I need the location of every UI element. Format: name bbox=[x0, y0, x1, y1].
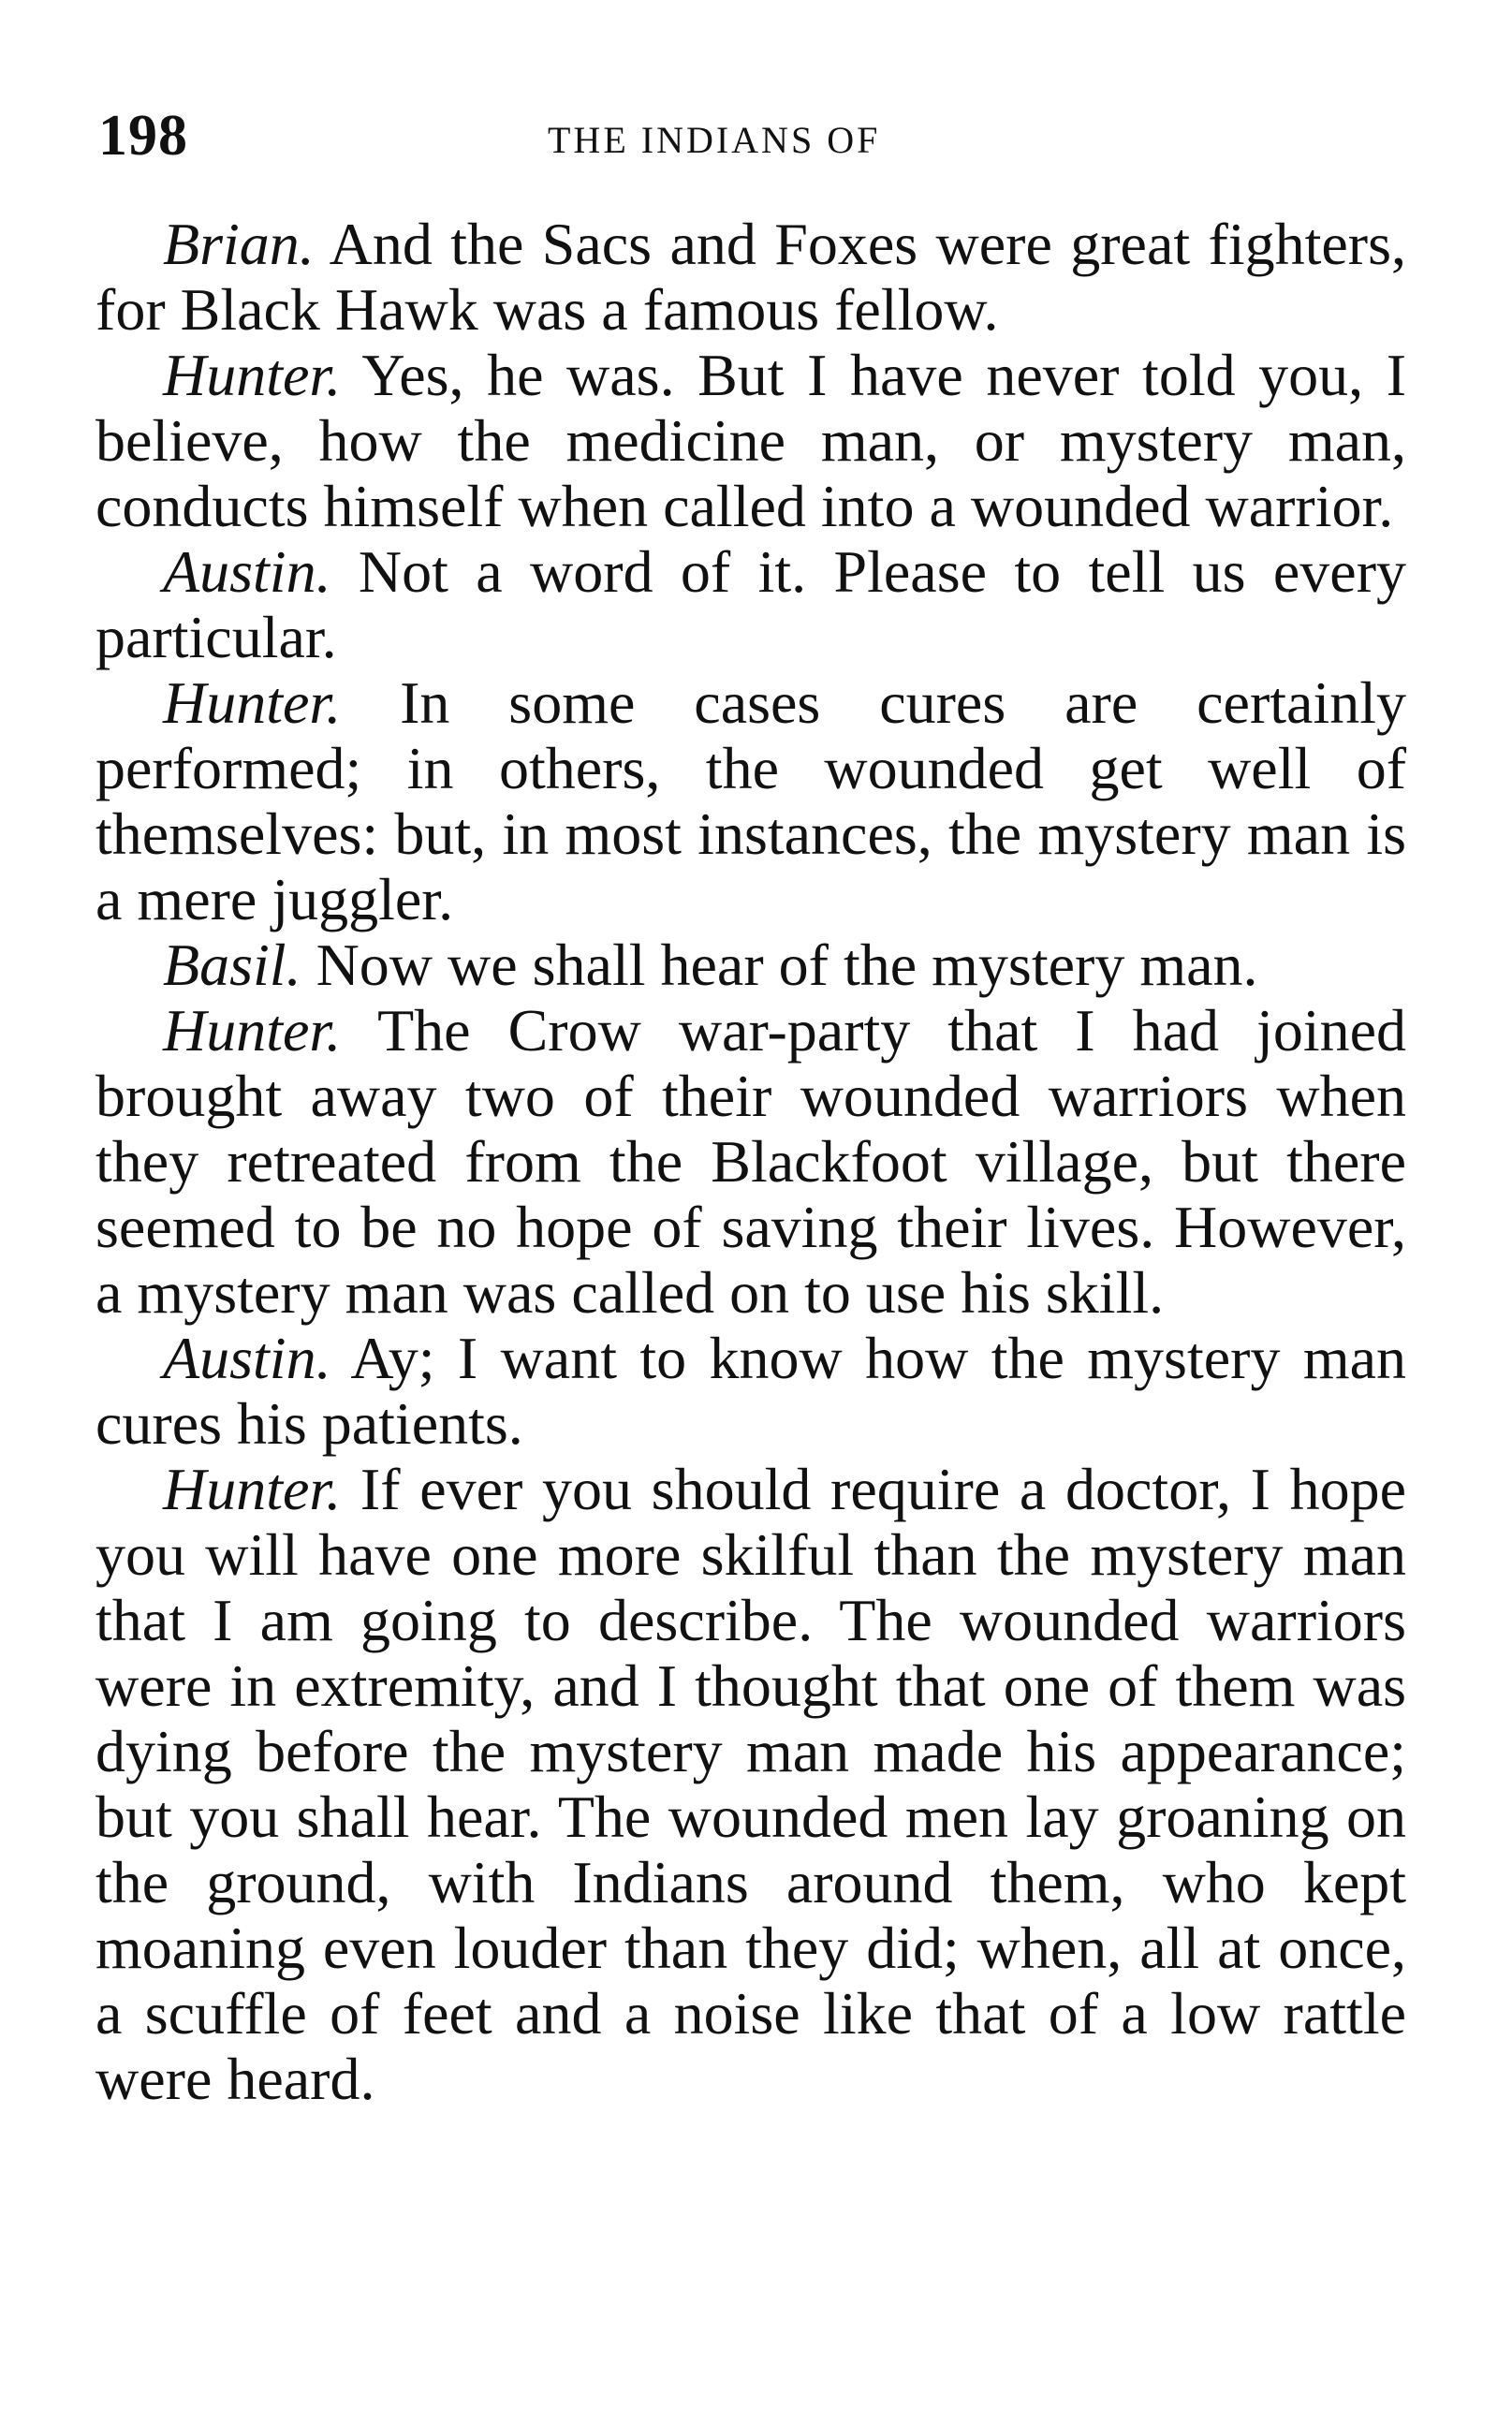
paragraph-hunter bbox=[95, 998, 1406, 1326]
speaker-name: Hunter. bbox=[163, 1456, 342, 1522]
speaker-name: Hunter. bbox=[163, 997, 342, 1064]
dialogue-text bbox=[95, 212, 1406, 2112]
paragraph-text: Yes, he was. But I have never told you, I believe, how the medicine man, or mystery man, conducts himself when called into a wounded warrior. bbox=[95, 342, 1407, 539]
paragraph-austin bbox=[95, 1326, 1406, 1457]
paragraph-text: And the Sacs and Foxes were great fighters, for Black Hawk was a famous fellow. bbox=[95, 211, 1407, 343]
speaker-name: Brian. bbox=[163, 211, 315, 277]
page-number: 198 bbox=[98, 104, 188, 168]
paragraph-austin bbox=[95, 539, 1406, 670]
speaker-name: Hunter. bbox=[163, 669, 342, 736]
running-head bbox=[98, 98, 1409, 173]
running-title: THE INDIANS OF bbox=[548, 119, 881, 161]
paragraph-text: In some cases cures are certainly performed; in others, the wounded get well of themselves: but, in most instances, the mystery man is a mere juggler. bbox=[95, 669, 1407, 932]
paragraph-hunter bbox=[95, 670, 1406, 932]
paragraph-brian bbox=[95, 212, 1406, 343]
paragraph-text: Now we shall hear of the mystery man. bbox=[316, 932, 1258, 998]
speaker-name: Austin. bbox=[163, 1325, 331, 1391]
paragraph-hunter bbox=[95, 343, 1406, 539]
speaker-name: Austin. bbox=[163, 538, 331, 605]
paragraph-basil bbox=[95, 932, 1406, 998]
speaker-name: Basil. bbox=[163, 932, 301, 998]
paragraph-text: Not a word of it. Please to tell us every particular. bbox=[95, 538, 1407, 670]
speaker-name: Hunter. bbox=[163, 342, 342, 408]
paragraph-text: The Crow war-party that I had joined brought away two of their wounded warriors when they retreated from the Blackfoot village, but there seemed to be no hope of saving their lives. However, a mystery man was called on to use his skill. bbox=[95, 997, 1407, 1326]
paragraph-hunter bbox=[95, 1457, 1406, 2112]
paragraph-text: If ever you should require a doctor, I hope you will have one more skilful than the mystery man that I am going to describe. The wounded warriors were in extremity, and I thought that one of them was dying before the mystery man made his appearance; but you shall hear. The wounded men lay groaning on the ground, with Indians around them, who kept moaning even louder than they did; when, all at once, a scuffle of feet and a noise like that of a low rattle were heard. bbox=[95, 1456, 1407, 2112]
paragraph-text: Ay; I want to know how the mystery man cures his patients. bbox=[95, 1325, 1407, 1457]
